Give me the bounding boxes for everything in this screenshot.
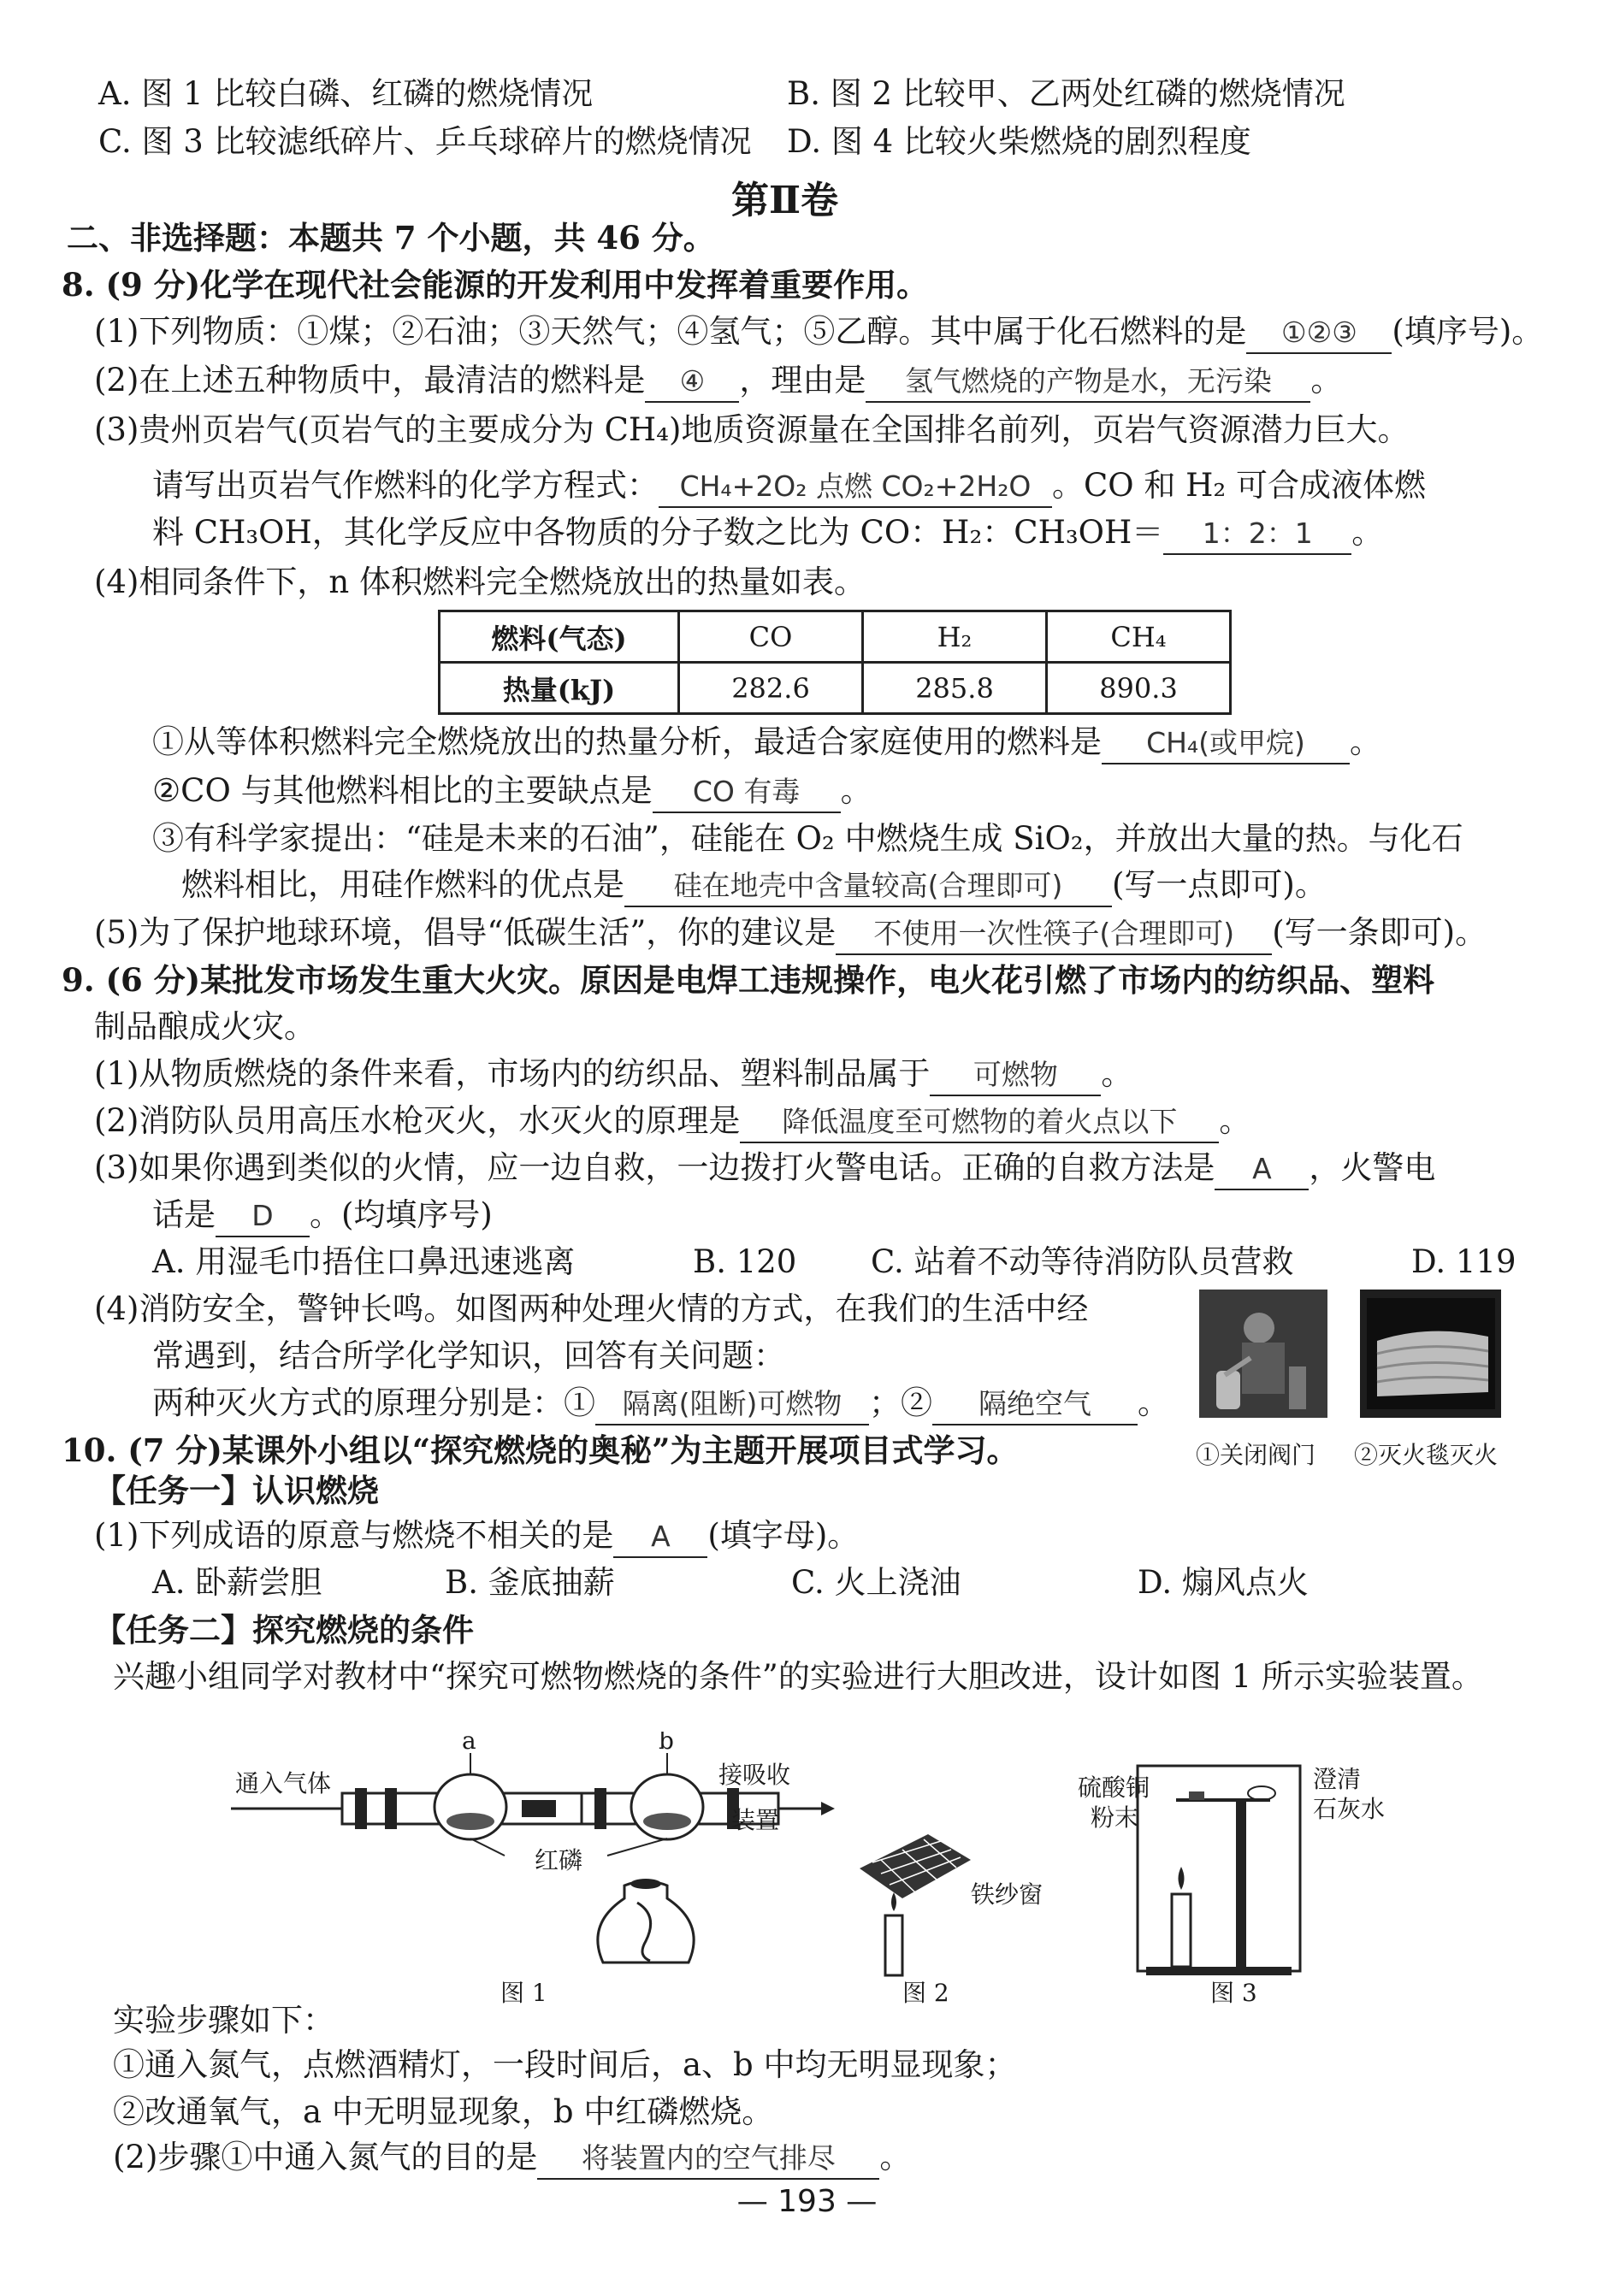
- cuso4-label-1: 硫酸铜: [1078, 1774, 1150, 1802]
- page-number: — 193 —: [736, 2184, 878, 2219]
- q8-part3-line3: 料 CH₃OH，其化学反应中各物质的分子数之比为 CO：H₂：CH₃OH＝ 1：2：1 。: [152, 513, 1383, 555]
- table-cell: 热量(kJ): [440, 663, 679, 714]
- q9-part2: (2)消防队员用高压水枪灭火，水灭火的原理是 降低温度至可燃物的着火点以下 。: [94, 1101, 1250, 1143]
- q9-answer-3a: A: [1215, 1149, 1309, 1190]
- gas-in-label: 通入气体: [235, 1769, 332, 1797]
- q8-part4-3-line1: ③有科学家提出：“硅是未来的石油”，硅能在 O₂ 中燃烧生成 SiO₂，并放出大量的热。与化石: [152, 820, 1463, 857]
- q9-option-b: B. 120: [693, 1243, 797, 1280]
- q8-answer-2a: ④: [645, 362, 739, 403]
- fire-blanket-photo: [1360, 1290, 1501, 1418]
- figure-1-apparatus: [231, 1732, 835, 2007]
- figure-3-caption: 图 3: [1210, 1979, 1257, 2007]
- experiment-figures: [214, 1732, 1454, 2014]
- q7-option-c: C. 图 3 比较滤纸碎片、乒乓球碎片的燃烧情况: [98, 123, 752, 160]
- q8-answer-4-3: 硅在地壳中含量较高(合理即可): [624, 866, 1112, 907]
- figure-2-apparatus: [860, 1834, 1043, 2007]
- red-phosphorus-label: 红磷: [535, 1846, 583, 1874]
- blanket-caption: ②灭火毯灭火: [1354, 1441, 1499, 1469]
- steps-title: 实验步骤如下：: [113, 2002, 334, 2039]
- q8-answer-1: ①②③: [1246, 313, 1392, 354]
- section-intro: 二、非选择题：本题共 7 个小题，共 46 分。: [67, 219, 715, 257]
- q10-answer-1: A: [613, 1517, 707, 1558]
- q8-answer-4-2: CO 有毒: [653, 772, 841, 813]
- page-number-text: 193: [777, 2184, 837, 2219]
- q9-answer-1: 可燃物: [930, 1055, 1101, 1096]
- q8-part3-line2: 请写出页岩气作燃料的化学方程式： CH₄+2O₂ 点燃 CO₂+2H₂O 。CO 和 H₂ 可合成液体燃: [152, 466, 1426, 508]
- q9-part1: (1)从物质燃烧的条件来看，市场内的纺织品、塑料制品属于 可燃物 。: [94, 1054, 1132, 1096]
- q9-part4-line1: (4)消防安全，警钟长鸣。如图两种处理火情的方式，在我们的生活中经: [94, 1290, 1089, 1327]
- q8-equation: CH₄+2O₂ 点燃 CO₂+2H₂O: [659, 467, 1052, 508]
- q10-option-c: C. 火上浇油: [791, 1564, 961, 1601]
- q9-stem-1: 9. (6 分)某批发市场发生重大火灾。原因是电焊工违规操作，电火花引燃了市场内的纺织品、塑料: [62, 961, 1435, 999]
- limewater-label-2: 石灰水: [1313, 1795, 1386, 1823]
- figure-2-caption: 图 2: [902, 1979, 949, 2007]
- table-header-cell: H₂: [863, 611, 1047, 663]
- label-b: b: [659, 1732, 674, 1755]
- step-2: ②改通氧气，a 中无明显现象，b 中红磷燃烧。: [113, 2093, 774, 2130]
- q10-part2-text: (2)步骤①中通入氮气的目的是: [113, 2139, 538, 2175]
- q10-part2-tail: 。: [879, 2139, 912, 2175]
- q8-part4-3-line2: 燃料相比，用硅作燃料的优点是 硅在地壳中含量较高(合理即可) (写一点即可)。: [181, 865, 1327, 907]
- firefighter-image: [1199, 1290, 1327, 1418]
- q10-part1: (1)下列成语的原意与燃烧不相关的是 A (填字母)。: [94, 1516, 859, 1558]
- figure-1-caption: 图 1: [500, 1979, 547, 2007]
- q8-stem: [62, 265, 928, 305]
- table-row: [440, 663, 1231, 714]
- q8-part4-1: ①从等体积燃料完全燃烧放出的热量分析，最适合家庭使用的燃料是 CH₄(或甲烷) 。: [152, 723, 1381, 764]
- q9-answer-3b: D: [216, 1196, 310, 1237]
- q8-part1: (1)下列物质：①煤；②石油；③天然气；④氢气；⑤乙醇。其中属于化石燃料的是 ①②③ (填序号)。: [94, 312, 1543, 354]
- q9-part4-line3: 两种灭火方式的原理分别是：① 隔离(阻断)可燃物 ；② 隔绝空气 。: [152, 1384, 1169, 1425]
- table-cell: 282.6: [679, 663, 863, 714]
- q8-ratio-answer: 1：2：1: [1163, 514, 1351, 555]
- absorb-label-1: 接吸收: [718, 1761, 791, 1789]
- q8-part4: (4)相同条件下，n 体积燃料完全燃烧放出的热量如表。: [94, 564, 866, 600]
- table-cell: 890.3: [1047, 663, 1231, 714]
- absorb-label-2: 装置: [731, 1806, 780, 1834]
- valve-caption: ①关闭阀门: [1196, 1441, 1316, 1469]
- fire-blanket-image: [1360, 1290, 1501, 1418]
- q8-stem-text: 8. (9 分)化学在现代社会能源的开发利用中发挥着重要作用。: [62, 266, 929, 304]
- label-a: a: [462, 1732, 476, 1755]
- step-1: ①通入氮气，点燃酒精灯，一段时间后，a、b 中均无明显现象；: [113, 2046, 1017, 2083]
- limewater-label-1: 澄清: [1313, 1765, 1362, 1793]
- q9-part3-line2: 话是 D 。(均填序号): [152, 1195, 493, 1237]
- q10-part2-visible: [113, 2138, 911, 2180]
- q9-option-d: D. 119: [1411, 1243, 1516, 1280]
- table-row: [440, 611, 1231, 663]
- q7-option-a: A. 图 1 比较白磷、红磷的燃烧情况: [98, 75, 594, 112]
- q10-option-a: A. 卧薪尝胆: [152, 1564, 322, 1601]
- q9-answer-4a: 隔离(阻断)可燃物: [595, 1384, 869, 1425]
- q8-part3-line1: (3)贵州页岩气(页岩气的主要成分为 CH₄)地质资源量在全国排名前列，页岩气资源潜力巨大。: [94, 411, 1410, 448]
- table-cell: 285.8: [863, 663, 1047, 714]
- q10-option-b: B. 釜底抽薪: [445, 1564, 615, 1601]
- table-header-cell: CO: [679, 611, 863, 663]
- table-header-cell: CH₄: [1047, 611, 1231, 663]
- cuso4-label-2: 粉末: [1091, 1803, 1139, 1832]
- q8-answer-4-1: CH₄(或甲烷): [1102, 723, 1350, 764]
- q10-stem: 10. (7 分)某课外小组以“探究燃烧的奥秘”为主题开展项目式学习。: [62, 1431, 1019, 1469]
- q9-stem-2: 制品酿成火灾。: [94, 1008, 316, 1045]
- q8-answer-5: 不使用一次性筷子(合理即可): [836, 914, 1272, 955]
- heat-table: [438, 610, 1232, 715]
- section-title: 第Ⅱ卷: [731, 179, 839, 222]
- q8-part5: (5)为了保护地球环境，倡导“低碳生活”，你的建议是 不使用一次性筷子(合理即可) (写一条即可)。: [94, 913, 1487, 955]
- q9-answer-4b: 隔绝空气: [932, 1384, 1138, 1425]
- q8-part2: (2)在上述五种物质中，最清洁的燃料是 ④ ，理由是 氢气燃烧的产物是水，无污染 。: [94, 361, 1342, 403]
- q9-part3: (3)如果你遇到类似的火情，应一边自救，一边拨打火警电话。正确的自救方法是 A ，火警电: [94, 1148, 1435, 1190]
- q9-answer-2: 降低温度至可燃物的着火点以下: [740, 1102, 1219, 1143]
- q7-option-b: B. 图 2 比较甲、乙两处红磷的燃烧情况: [787, 75, 1345, 112]
- q8-part4-2: ②CO 与其他燃料相比的主要缺点是 CO 有毒 。: [152, 771, 872, 813]
- figure-3-apparatus: [1078, 1765, 1385, 2007]
- q9-option-a: A. 用湿毛巾捂住口鼻迅速逃离: [152, 1243, 576, 1280]
- q10-answer-2: 将装置内的空气排尽: [537, 2139, 879, 2180]
- table-header-cell: 燃料(气态): [440, 611, 679, 663]
- iron-net-label: 铁纱窗: [971, 1880, 1043, 1909]
- q8-answer-2b: 氢气燃烧的产物是水，无污染: [866, 362, 1310, 403]
- valve-photo: [1199, 1290, 1327, 1418]
- q10-option-d: D. 煽风点火: [1138, 1564, 1309, 1601]
- task2-heading: 【任务二】探究燃烧的条件: [94, 1611, 474, 1649]
- q10-intro: 兴趣小组同学对教材中“探究可燃物燃烧的条件”的实验进行大胆改进，设计如图 1 所示实验装置。: [113, 1658, 1483, 1695]
- q7-option-d: D. 图 4 比较火柴燃烧的剧烈程度: [787, 123, 1251, 160]
- task1-heading: 【任务一】认识燃烧: [94, 1472, 379, 1509]
- q9-part4-line2: 常遇到，结合所学化学知识，回答有关问题：: [152, 1337, 785, 1374]
- q9-option-c: C. 站着不动等待消防队员营救: [871, 1243, 1294, 1280]
